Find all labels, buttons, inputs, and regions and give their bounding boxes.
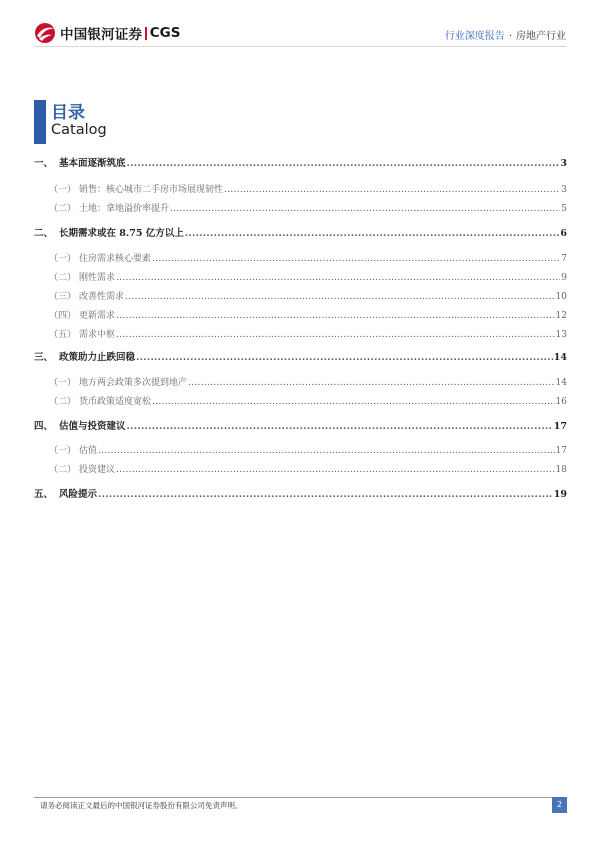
dot-leader xyxy=(170,204,560,214)
toc-entry-page: 3 xyxy=(561,185,567,195)
toc-entry-label: 地方两会政策多次提到地产 xyxy=(79,378,188,388)
toc-accent-bar xyxy=(34,100,46,144)
toc-entry-number: （一） xyxy=(49,378,77,388)
toc-entry-page: 14 xyxy=(553,352,567,363)
toc-title: 目录 xyxy=(51,103,85,123)
footer-divider xyxy=(34,797,566,798)
company-logo xyxy=(34,22,180,44)
toc-entry-number: （二） xyxy=(49,273,77,283)
toc-entry-number: 一、 xyxy=(34,158,54,169)
toc-entry-page: 6 xyxy=(560,228,567,239)
toc-entry-subsection[interactable] xyxy=(49,289,567,302)
dot-leader xyxy=(116,273,560,283)
dot-leader xyxy=(116,311,555,321)
toc-entry-subsection[interactable] xyxy=(49,375,567,388)
toc-entry-label: 风险提示 xyxy=(59,489,98,500)
toc-subtitle: Catalog xyxy=(51,122,107,138)
logo-chinese-text: 中国银河证券 xyxy=(60,27,143,43)
toc-entry-label: 改善性需求 xyxy=(79,292,125,302)
toc-entry-label: 刚性需求 xyxy=(79,273,116,283)
galaxy-logo-icon xyxy=(34,22,56,44)
toc-entry-page: 16 xyxy=(555,397,567,407)
toc-entry-label: 基本面逐渐筑底 xyxy=(59,158,126,169)
toc-entry-number: （一） xyxy=(49,185,77,195)
toc-entry-label: 住房需求核心要素 xyxy=(79,254,152,264)
toc-entry-label: 需求中枢 xyxy=(79,330,116,340)
dot-leader xyxy=(116,330,555,340)
toc-entry-number: （五） xyxy=(49,330,77,340)
dot-leader xyxy=(152,397,555,407)
toc-entry-subsection[interactable] xyxy=(49,270,567,283)
logo-divider xyxy=(145,27,147,40)
toc-entry-section[interactable] xyxy=(34,349,567,363)
dot-leader xyxy=(98,446,555,456)
toc-entry-label: 估值 xyxy=(79,446,98,456)
page-number: 2 xyxy=(552,797,567,813)
report-type: 行业深度报告 xyxy=(444,31,505,42)
toc-entry-label: 更新需求 xyxy=(79,311,116,321)
toc-entry-label: 政策助力止跌回稳 xyxy=(59,352,136,363)
toc-entry-number: （二） xyxy=(49,204,77,214)
toc-entry-page: 13 xyxy=(555,330,567,340)
toc-entry-page: 17 xyxy=(555,446,567,456)
toc-entry-label: 估值与投资建议 xyxy=(59,421,126,432)
toc-entry-section[interactable] xyxy=(34,486,567,500)
industry-name: 房地产行业 xyxy=(516,31,566,42)
toc-entry-page: 18 xyxy=(555,465,567,475)
toc-entry-subsection[interactable] xyxy=(49,251,567,264)
toc-entry-page: 9 xyxy=(561,273,567,283)
logo-english-text: CGS xyxy=(149,25,181,41)
dot-leader xyxy=(188,378,555,388)
dot-leader xyxy=(136,352,553,363)
toc-entry-label: 长期需求或在 8.75 亿方以上 xyxy=(59,228,184,239)
dot-leader xyxy=(125,292,555,302)
toc-entry-subsection[interactable] xyxy=(49,443,567,456)
toc-entry-page: 14 xyxy=(555,378,567,388)
toc-entry-subsection[interactable] xyxy=(49,308,567,321)
dot-leader xyxy=(127,421,553,432)
toc-entry-section[interactable] xyxy=(34,155,567,169)
toc-entry-number: （三） xyxy=(49,292,77,302)
toc-entry-subsection[interactable] xyxy=(49,394,567,407)
header-divider xyxy=(34,46,566,47)
toc-entry-number: （二） xyxy=(49,397,77,407)
toc-entry-page: 17 xyxy=(553,421,567,432)
toc-entry-section[interactable] xyxy=(34,225,567,239)
toc-entry-label: 货币政策适度宽松 xyxy=(79,397,152,407)
toc-entry-number: （一） xyxy=(49,446,77,456)
dot-leader xyxy=(152,254,560,264)
toc-entry-page: 10 xyxy=(555,292,567,302)
toc-entry-subsection[interactable] xyxy=(49,462,567,475)
toc-entry-number: （四） xyxy=(49,311,77,321)
toc-entry-label: 投资建议 xyxy=(79,465,116,475)
toc-entry-section[interactable] xyxy=(34,418,567,432)
dot-leader xyxy=(98,489,553,500)
toc-entry-subsection[interactable] xyxy=(49,201,567,214)
toc-entry-number: 五、 xyxy=(34,489,54,500)
toc-entry-number: （二） xyxy=(49,465,77,475)
dot-leader xyxy=(127,158,560,169)
toc-entry-page: 7 xyxy=(561,254,567,264)
toc-entry-number: 三、 xyxy=(34,352,54,363)
toc-entry-number: （一） xyxy=(49,254,77,264)
dot-leader xyxy=(185,228,560,239)
toc-entry-number: 二、 xyxy=(34,228,54,239)
footer-disclaimer: 请务必阅读正文最后的中国银河证券股份有限公司免责声明。 xyxy=(40,801,243,810)
toc-entry-page: 5 xyxy=(561,204,567,214)
toc-entry-subsection[interactable] xyxy=(49,182,567,195)
toc-entry-page: 19 xyxy=(553,489,567,500)
toc-entry-label: 销售：核心城市二手房市场展现韧性 xyxy=(79,185,224,195)
toc-entry-page: 12 xyxy=(555,311,567,321)
toc-entry-page: 3 xyxy=(560,158,567,169)
toc-entry-label: 土地：拿地溢价率提升 xyxy=(79,204,170,214)
toc-entry-subsection[interactable] xyxy=(49,327,567,340)
page-header xyxy=(0,0,595,60)
dot-leader xyxy=(224,185,560,195)
header-separator: · xyxy=(508,31,512,42)
dot-leader xyxy=(116,465,555,475)
toc-entry-number: 四、 xyxy=(34,421,54,432)
report-category xyxy=(445,27,566,42)
